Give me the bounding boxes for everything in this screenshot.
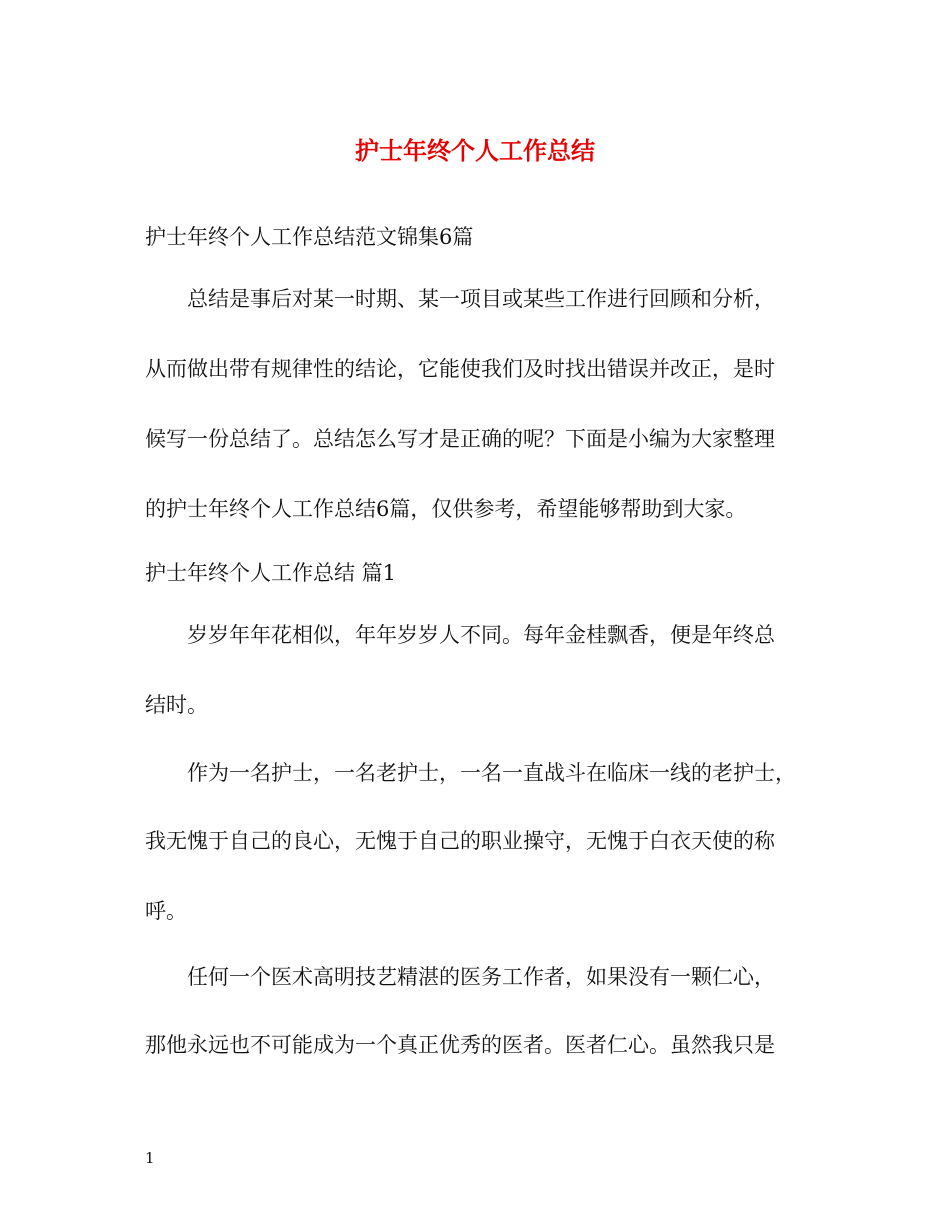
paragraph-line: 作为一名护士，一名老护士，一名一直战斗在临床一线的老护士， (187, 761, 796, 785)
paragraph-line: 结时。 (145, 693, 208, 717)
paragraph-line: 呼。 (145, 899, 187, 923)
subtitle-line: 护士年终个人工作总结范文锦集6篇 (145, 225, 474, 249)
paragraph-line: 从而做出带有规律性的结论，它能使我们及时找出错误并改正，是时 (145, 357, 775, 381)
paragraph-line: 的护士年终个人工作总结6篇，仅供参考，希望能够帮助到大家。 (145, 497, 747, 521)
section-heading: 护士年终个人工作总结 篇1 (145, 561, 397, 585)
paragraph-line: 总结是事后对某一时期、某一项目或某些工作进行回顾和分析， (187, 287, 775, 311)
page-number: 1 (145, 1149, 155, 1167)
paragraph-line: 任何一个医术高明技艺精湛的医务工作者，如果没有一颗仁心， (187, 965, 775, 989)
document-title: 护士年终个人工作总结 (355, 136, 595, 165)
paragraph-line: 我无愧于自己的良心，无愧于自己的职业操守，无愧于白衣天使的称 (145, 829, 775, 853)
paragraph-line: 那他永远也不可能成为一个真正优秀的医者。医者仁心。虽然我只是 (145, 1033, 775, 1057)
paragraph-line: 岁岁年年花相似，年年岁岁人不同。每年金桂飘香，便是年终总 (187, 623, 775, 647)
paragraph-line: 候写一份总结了。总结怎么写才是正确的呢？下面是小编为大家整理 (145, 427, 775, 451)
